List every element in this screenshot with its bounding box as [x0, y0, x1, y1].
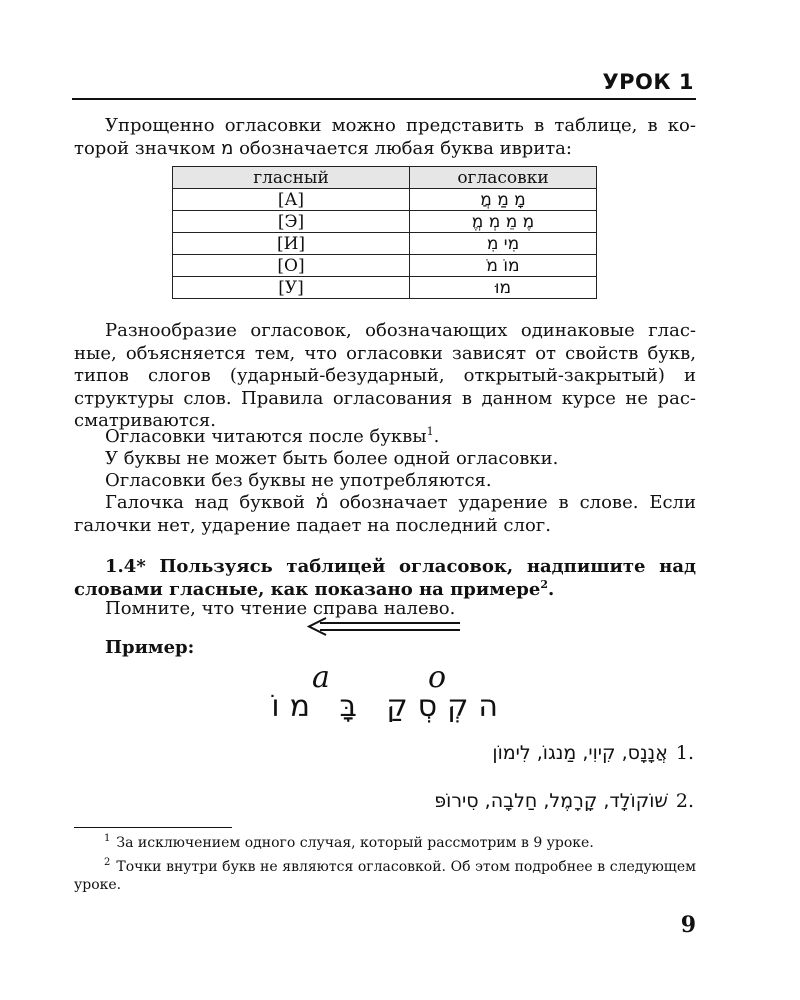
example-vowel-a: a	[312, 660, 330, 695]
header-divider	[72, 98, 696, 100]
exercise-number: 1.	[675, 742, 694, 764]
stress-paragraph: Галочка над буквой מ֫ обозначает ударение в слове. Если галочки нет, ударение падает на последний слог.	[74, 492, 696, 536]
marks-cell: מֶ מֵ מְ מֱ	[410, 211, 597, 233]
rule-read-after: Огласовки читаются после буквы$^1$.	[105, 425, 440, 447]
footnote-mark: 1	[104, 833, 111, 845]
exercise-title: 1.4* Пользуясь таблицей огласовок, надпишите над словами гласные, как показано на примере$^2$.	[74, 556, 696, 600]
vowel-cell: [О]	[173, 255, 410, 277]
intro-text-before: Упрощенно огласовки можно представить в таблице, в которой значком	[74, 115, 696, 159]
intro-text-after: обозначается любая буква иврита:	[233, 137, 572, 159]
variety-paragraph: Разнообразие огласовок, обозначающих одинаковые гласные, объясняется тем, что огласовки зависят от свойств букв, типов слогов (ударный-безударный, открытый-закрытый) и структуры слов. Правила огласования в данном курсе не рассматриваются.	[74, 320, 696, 431]
footnote-1	[74, 834, 696, 852]
vowel-cell: [И]	[173, 233, 410, 255]
table-row	[173, 189, 597, 211]
footnote-ref-2: 2	[540, 577, 548, 591]
intro-paragraph	[74, 115, 696, 160]
marks-cell: מוֹ מֹ	[410, 255, 597, 277]
exercise-number: 2.	[675, 790, 694, 812]
chapter-header: УРОК 1	[602, 70, 694, 94]
exercise-words: שׁוֹקוֹלָד, קָרָמֶל, חַלבָה, סִירוֹפּ	[434, 790, 668, 812]
table-row	[173, 211, 597, 233]
marks-cell: מָ מַ מֲ	[410, 189, 597, 211]
footnote-mark: 2	[104, 857, 111, 869]
table-row	[173, 255, 597, 277]
example-word: הקְסְקַ בָּ מוֹ	[271, 689, 508, 724]
footnote-text: Точки внутри букв не являются огласовкой. Об этом подробнее в следующем уроке.	[74, 859, 696, 893]
page-number: 9	[680, 912, 696, 938]
footnote-divider	[74, 827, 232, 828]
exercise-item-1	[492, 742, 694, 764]
marks-cell: מִי מִ	[410, 233, 597, 255]
vowel-column-header: гласный	[173, 167, 410, 189]
marks-column-header: огласовки	[410, 167, 597, 189]
marks-cell: מוּ	[410, 277, 597, 299]
footnote-text: За исключением одного случая, который рассмотрим в 9 уроке.	[116, 835, 594, 851]
vowel-table-header-row	[173, 167, 597, 189]
vowel-cell: [А]	[173, 189, 410, 211]
rule-no-letter: Огласовки без буквы не употребляются.	[105, 470, 492, 491]
footnote-ref-1: 1	[426, 425, 434, 438]
example-label: Пример:	[105, 637, 195, 658]
vowel-cell: [Э]	[173, 211, 410, 233]
placeholder-letter: מ	[221, 137, 234, 159]
rule-one-vowel: У буквы не может быть более одной огласовки.	[105, 448, 559, 469]
example-vowel-o: o	[428, 660, 447, 695]
stress-letter: מ֫	[315, 492, 329, 513]
exercise-words: אֲנָנָס, קִיוִי, מַנגוֹ, לִימוֹן	[492, 742, 668, 764]
reading-direction-note: Помните, что чтение справа налево.	[105, 598, 456, 619]
footnote-2	[74, 858, 696, 894]
vowel-table	[172, 166, 597, 299]
vowel-cell: [У]	[173, 277, 410, 299]
table-row	[173, 233, 597, 255]
exercise-item-2	[434, 790, 694, 812]
left-arrow-icon	[306, 617, 462, 637]
table-row	[173, 277, 597, 299]
